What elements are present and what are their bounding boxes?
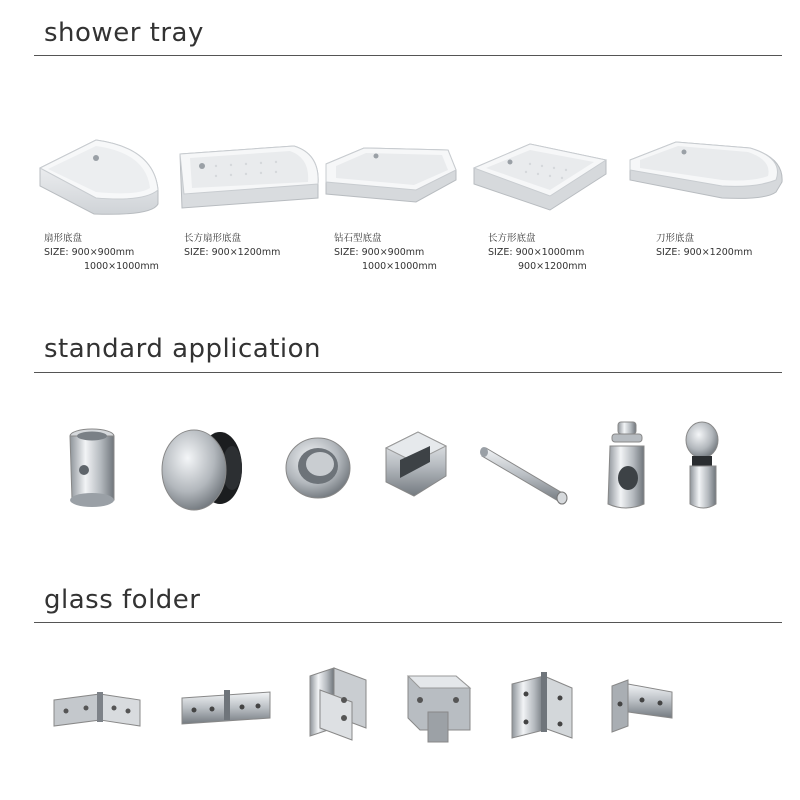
glass-to-glass-hinge	[54, 692, 140, 726]
tray-name: 长方扇形底盘	[184, 233, 242, 244]
tray-size: 1000×1000mm	[84, 261, 159, 272]
tray-size: 900×1200mm	[518, 261, 587, 272]
tray-size: SIZE: 900×900mm	[334, 247, 425, 258]
tray-name: 钻石型底盘	[334, 233, 382, 244]
tray-name: 刀形底盘	[656, 233, 695, 244]
section-title-shower-tray: shower tray	[44, 18, 204, 48]
section-title-standard-application: standard application	[44, 334, 322, 364]
tray-name: 长方形底盘	[488, 233, 536, 244]
offset-wall-hinge	[612, 680, 672, 732]
tray-size: SIZE: 900×900mm	[44, 247, 135, 258]
ninety-degree-hinge	[512, 672, 572, 738]
flat-glass-hinge	[182, 690, 270, 724]
tray-size: 1000×1000mm	[362, 261, 437, 272]
tray-name: 扇形底盘	[44, 233, 83, 244]
wall-to-glass-hinge	[310, 668, 366, 740]
square-shower-hinge	[408, 676, 470, 742]
section-title-glass-folder: glass folder	[44, 585, 201, 615]
tray-size: SIZE: 900×1200mm	[184, 247, 281, 258]
tray-size: SIZE: 900×1200mm	[656, 247, 753, 258]
tray-size: SIZE: 900×1000mm	[488, 247, 585, 258]
